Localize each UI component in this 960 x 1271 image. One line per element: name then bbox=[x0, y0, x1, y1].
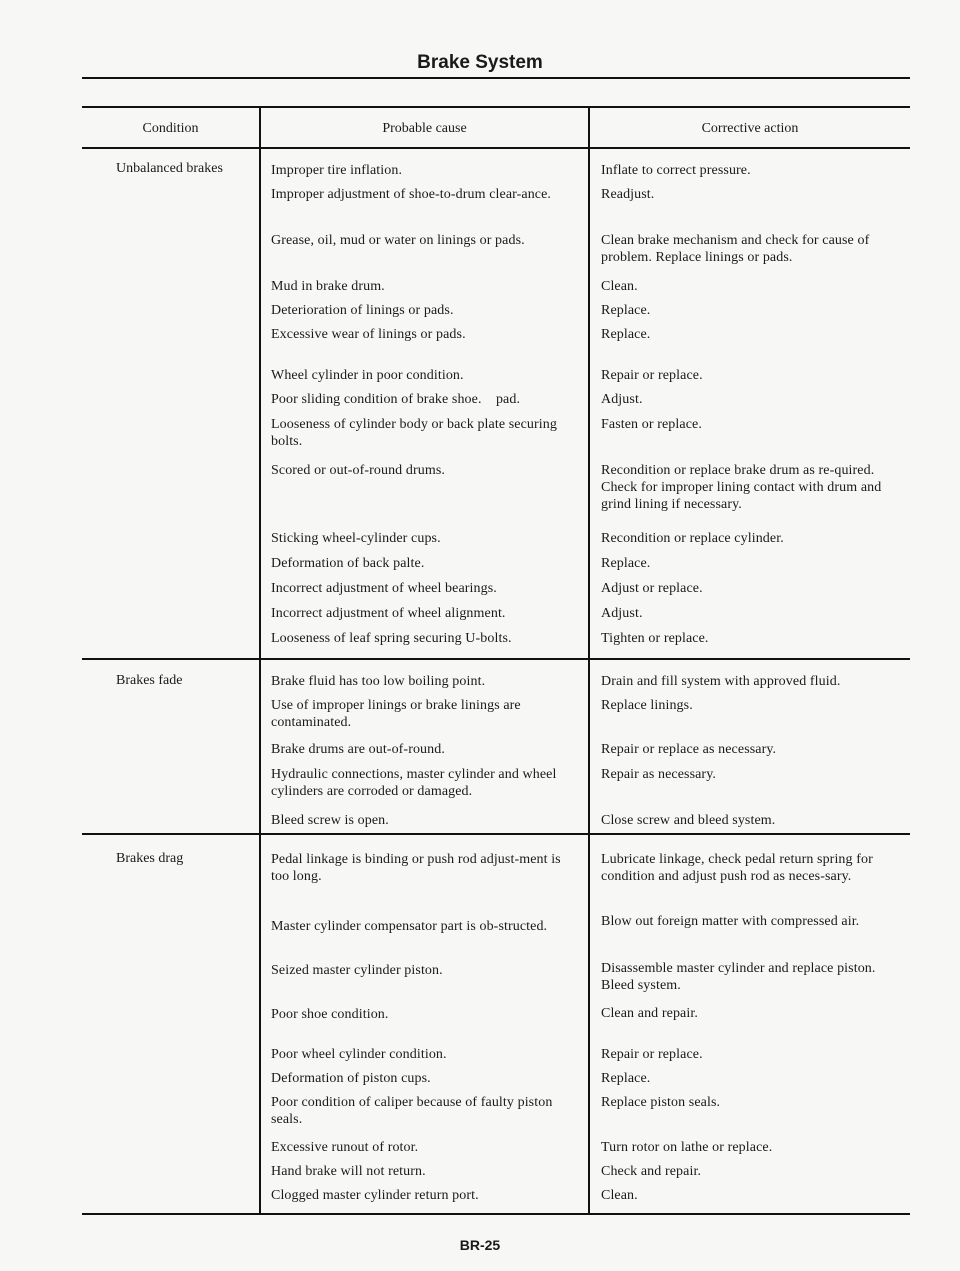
table-top-rule bbox=[82, 106, 910, 108]
action-cell: Close screw and bleed system. bbox=[601, 813, 776, 828]
cause-cell: Clogged master cylinder return port. bbox=[271, 1188, 479, 1203]
cause-cell: Pedal linkage is binding or push rod adjust-ment is too long. bbox=[271, 852, 561, 884]
column-header-action: Corrective action bbox=[701, 121, 799, 136]
action-cell: Disassemble master cylinder and replace piston. Bleed system. bbox=[601, 961, 876, 993]
cause-cell: Grease, oil, mud or water on linings or pads. bbox=[271, 233, 525, 248]
cause-cell: Deterioration of linings or pads. bbox=[271, 303, 454, 318]
action-cell: Turn rotor on lathe or replace. bbox=[601, 1140, 773, 1155]
cause-cell: Poor wheel cylinder condition. bbox=[271, 1047, 447, 1062]
action-cell: Blow out foreign matter with compressed air. bbox=[601, 914, 860, 929]
cause-cell: Hydraulic connections, master cylinder and wheel cylinders are corroded or damaged. bbox=[271, 767, 557, 799]
action-cell: Clean. bbox=[601, 279, 638, 294]
cause-cell: Poor condition of caliper because of faulty piston seals. bbox=[271, 1095, 553, 1127]
cause-cell: Incorrect adjustment of wheel bearings. bbox=[271, 581, 497, 596]
action-cell: Inflate to correct pressure. bbox=[601, 163, 751, 178]
cause-cell: Improper adjustment of shoe-to-drum clear-ance. bbox=[271, 187, 552, 202]
action-cell: Replace. bbox=[601, 327, 651, 342]
cause-cell: Brake drums are out-of-round. bbox=[271, 742, 445, 757]
cause-cell: Excessive runout of rotor. bbox=[271, 1140, 419, 1155]
action-cell: Replace. bbox=[601, 303, 651, 318]
column-header-cause: Probable cause bbox=[382, 121, 467, 136]
column-divider bbox=[588, 106, 590, 1215]
page-title: Brake System bbox=[417, 52, 543, 73]
cause-cell: Improper tire inflation. bbox=[271, 163, 403, 178]
action-cell: Adjust. bbox=[601, 606, 643, 621]
action-cell: Clean. bbox=[601, 1188, 638, 1203]
action-cell: Check and repair. bbox=[601, 1164, 702, 1179]
action-cell: Repair as necessary. bbox=[601, 767, 716, 782]
action-cell: Replace. bbox=[601, 1071, 651, 1086]
column-header-condition: Condition bbox=[142, 121, 199, 136]
cause-cell: Master cylinder compensator part is ob-structed. bbox=[271, 919, 548, 934]
action-cell: Repair or replace. bbox=[601, 1047, 703, 1062]
cause-cell: Bleed screw is open. bbox=[271, 813, 389, 828]
cause-cell: Mud in brake drum. bbox=[271, 279, 385, 294]
action-cell: Replace linings. bbox=[601, 698, 693, 713]
page-number: BR-25 bbox=[459, 1237, 501, 1253]
cause-cell: Wheel cylinder in poor condition. bbox=[271, 368, 464, 383]
cause-cell: Incorrect adjustment of wheel alignment. bbox=[271, 606, 506, 621]
action-cell: Repair or replace. bbox=[601, 368, 703, 383]
action-cell: Drain and fill system with approved fluid. bbox=[601, 674, 841, 689]
action-cell: Tighten or replace. bbox=[601, 631, 709, 646]
action-cell: Repair or replace as necessary. bbox=[601, 742, 777, 757]
cause-cell: Deformation of piston cups. bbox=[271, 1071, 431, 1086]
condition-label: Brakes fade bbox=[116, 673, 183, 688]
cause-cell: Excessive wear of linings or pads. bbox=[271, 327, 466, 342]
title-rule bbox=[82, 77, 910, 79]
header-rule bbox=[82, 147, 910, 149]
action-cell: Adjust or replace. bbox=[601, 581, 703, 596]
cause-cell: Looseness of cylinder body or back plate securing bolts. bbox=[271, 417, 557, 449]
section-divider bbox=[82, 833, 910, 835]
cause-cell: Poor sliding condition of brake shoe. pad. bbox=[271, 392, 521, 407]
action-cell: Readjust. bbox=[601, 187, 655, 202]
action-cell: Adjust. bbox=[601, 392, 643, 407]
action-cell: Clean and repair. bbox=[601, 1006, 698, 1021]
cause-cell: Poor shoe condition. bbox=[271, 1007, 389, 1022]
column-divider bbox=[259, 106, 261, 1215]
section-divider bbox=[82, 658, 910, 660]
action-cell: Fasten or replace. bbox=[601, 417, 702, 432]
cause-cell: Brake fluid has too low boiling point. bbox=[271, 674, 486, 689]
cause-cell: Sticking wheel-cylinder cups. bbox=[271, 531, 441, 546]
condition-label: Unbalanced brakes bbox=[116, 161, 223, 176]
cause-cell: Scored or out-of-round drums. bbox=[271, 463, 445, 478]
action-cell: Replace. bbox=[601, 556, 651, 571]
action-cell: Clean brake mechanism and check for cause of problem. Replace linings or pads. bbox=[601, 233, 870, 265]
cause-cell: Looseness of leaf spring securing U-bolts. bbox=[271, 631, 512, 646]
condition-label: Brakes drag bbox=[116, 851, 184, 866]
cause-cell: Deformation of back palte. bbox=[271, 556, 425, 571]
action-cell: Recondition or replace cylinder. bbox=[601, 531, 784, 546]
cause-cell: Use of improper linings or brake linings are contaminated. bbox=[271, 698, 521, 730]
cause-cell: Hand brake will not return. bbox=[271, 1164, 426, 1179]
action-cell: Lubricate linkage, check pedal return spring for condition and adjust push rod as neces-sary. bbox=[601, 852, 873, 884]
action-cell: Recondition or replace brake drum as re-quired. Check for improper lining contact with drum and grind lining if necessary. bbox=[601, 463, 882, 512]
cause-cell: Seized master cylinder piston. bbox=[271, 963, 443, 978]
action-cell: Replace piston seals. bbox=[601, 1095, 721, 1110]
table-bottom-rule bbox=[82, 1213, 910, 1215]
